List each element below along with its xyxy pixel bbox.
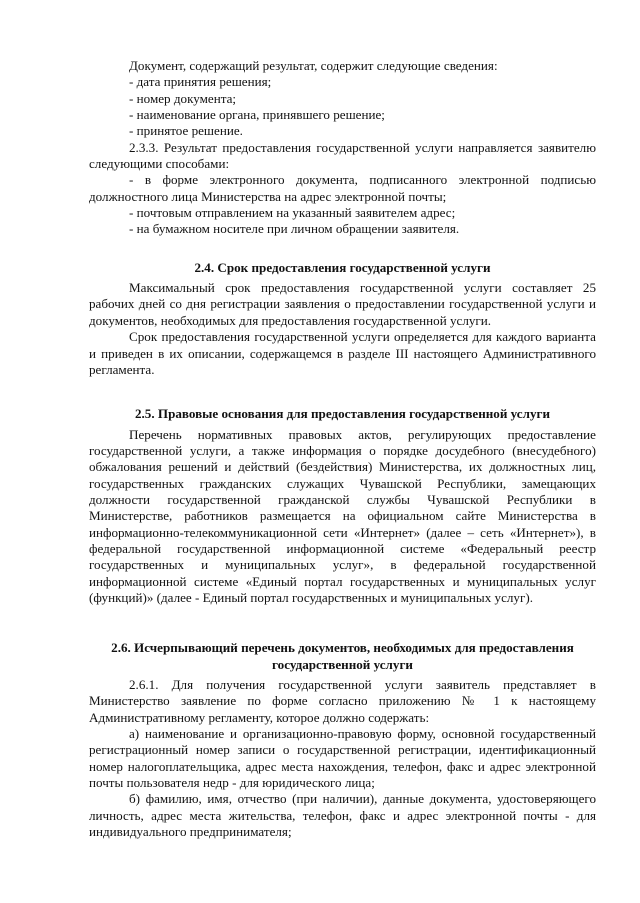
delivery-item-post: - почтовым отправлением на указанный заявителем адрес; — [129, 205, 456, 221]
section-2-5-heading: 2.5. Правовые основания для предоставления государственной услуги — [134, 406, 550, 422]
paragraph-2-6-1: 2.6.1. Для получения государственной услуги заявитель представляет в Министерство заявление по форме согласно приложению № 1 к настоящему Административному регламенту, которое должно содержать: — [89, 677, 596, 725]
delivery-item-paper: - на бумажном носителе при личном обращении заявителя. — [129, 221, 460, 237]
section-2-4-heading: 2.4. Срок предоставления государственной услуги — [194, 259, 491, 275]
delivery-item-electronic: - в форме электронного документа, подписанного электронной подписью должностного лица Министерства на адрес электронной почты; — [89, 172, 596, 204]
results-item-authority-name: - наименование органа, принявшего решение; — [129, 107, 385, 123]
section-2-5-paragraph: Перечень нормативных правовых актов, регулирующих предоставление государственной услуги, а также информация о порядке досудебного (внесудебного) обжалования решений и действий (бездействия) Министерства, их должностных лиц, государственных гражданских служащих Чувашской Республики, замещающих должности государственной гражданской службы Чувашской Республики в Министерстве, работников размещается на официальном сайте Министерства в информационно-телекоммуникационной сети «Интернет» (далее – сеть «Интернет»), в федеральной государственной информационной системе «Федеральный реестр государственных и муниципальных услуг», в федеральной государственной информационной системе «Единый портал государственных и муниципальных услуг (функций)» (далее - Единый портал государственных и муниципальных услуг). — [89, 426, 596, 605]
section-2-4-paragraph-max-term: Максимальный срок предоставления государственной услуги составляет 25 рабочих дней со дня регистрации заявления о предоставлении государственной услуги и документов, необходимых для предоставления государственной услуги. — [89, 280, 596, 328]
results-item-document-number: - номер документа; — [129, 90, 237, 106]
item-a-legal-entity: а) наименование и организационно-правовую форму, основной государственный регистрационный номер записи о государственной регистрации, идентификационный номер налогоплательщика, адрес места нахождения, телефон, факс и адрес электронной почты пользователя недр - для юридического лица; — [89, 726, 596, 791]
results-item-decision: - принятое решение. — [129, 123, 243, 139]
results-lead: Документ, содержащий результат, содержит следующие сведения: — [129, 58, 498, 73]
section-2-4-paragraph-variant-term: Срок предоставления государственной услуги определяется для каждого варианта и приведен в их описании, содержащемся в разделе III настоящего Административного регламента. — [89, 329, 596, 377]
item-b-entrepreneur: б) фамилию, имя, отчество (при наличии), данные документа, удостоверяющего личность, адрес места жительства, телефон, факс и адрес электронной почты - для индивидуального предпринимателя; — [89, 791, 596, 840]
section-2-6-heading-line1: 2.6. Исчерпывающий перечень документов, необходимых для предоставления — [111, 640, 574, 656]
section-2-6-heading-line2: государственной услуги — [272, 656, 413, 672]
results-item-decision-date: - дата принятия решения; — [129, 74, 272, 90]
paragraph-2-3-3: 2.3.3. Результат предоставления государственной услуги направляется заявителю следующими способами: — [89, 139, 596, 172]
section-2-6-heading — [89, 640, 596, 673]
